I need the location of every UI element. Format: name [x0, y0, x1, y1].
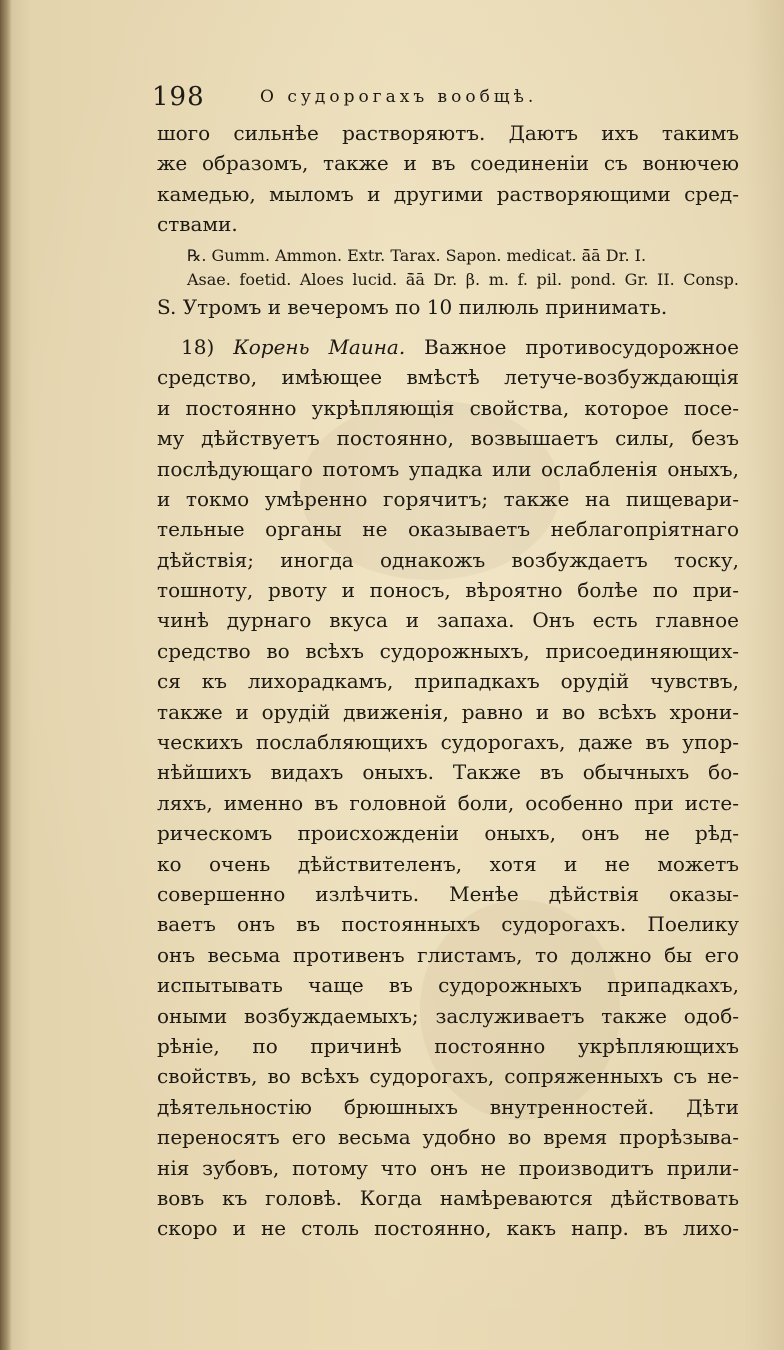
page-gutter-shadow [0, 0, 12, 1350]
text-line: нѣйшихъ видахъ оныхъ. Также въ обычныхъ бо- [157, 760, 739, 785]
page-body-text [157, 118, 739, 1244]
text-line: совершенно излѣчить. Менѣе дѣйствія оказы- [157, 881, 739, 906]
text-line: тельные органы не оказываетъ неблагопріятнаго [157, 517, 739, 542]
text-line: шого сильнѣе растворяютъ. Даютъ ихъ такимъ [157, 121, 739, 145]
text-line: чинѣ дурнаго вкуса и запаха. Онъ есть главное [157, 608, 739, 633]
paragraph-first-line-text: Важное противосудорожное [424, 334, 740, 359]
text-line: испытывать чаще въ судорожныхъ припадкахъ, [157, 973, 739, 998]
text-line: нія зубовъ, потому что онъ не производитъ прили- [157, 1155, 739, 1180]
paragraph-number: 18) [181, 334, 215, 359]
text-line: и токмо умѣренно горячитъ; также на пищевари- [157, 486, 739, 511]
text-line: тошноту, рвоту и поносъ, вѣроятно болѣе по при- [157, 578, 739, 603]
text-line: дѣйствія; иногда однакожъ возбуждаетъ тоску, [157, 547, 739, 572]
running-title: О судорогахъ вообщѣ. [260, 87, 538, 107]
prescription-line: ℞. Gumm. Ammon. Extr. Tarax. Sapon. medicat. ā̄ā Dr. I. [187, 245, 647, 265]
page-header [152, 80, 622, 114]
text-line: послѣдующаго потомъ упадка или ослабленія оныхъ, [157, 456, 739, 481]
text-line: и постоянно укрѣпляющія свойства, которое посе- [157, 395, 739, 420]
page-number: 198 [152, 82, 205, 112]
prescription-signa: S. Утромъ и вечеромъ по 10 пилюль принимать. [157, 294, 668, 319]
text-line: ко очень дѣйствителенъ, хотя и не можетъ [157, 851, 739, 876]
prescription-line: Asae. foetid. Aloes lucid. ā̄ā Dr. β. m. f. pil. pond. Gr. II. Consp. [187, 269, 739, 289]
text-line: онъ весьма противенъ глистамъ, то должно бы его [157, 942, 739, 967]
text-line: скоро и не столь постоянно, какъ напр. въ лихо- [157, 1216, 739, 1241]
text-line: ствами. [157, 212, 238, 237]
text-line: средство, имѣющее вмѣстѣ летуче-возбуждающія [157, 365, 739, 390]
text-line: оными возбуждаемыхъ; заслуживаетъ также одоб- [157, 1003, 739, 1028]
text-line: свойствъ, во всѣхъ судорогахъ, сопряженныхъ съ не- [157, 1064, 739, 1089]
text-line: ся къ лихорадкамъ, припадкахъ орудій чувствъ, [157, 669, 739, 694]
text-line: переносятъ его весьма удобно во время прорѣзыва- [157, 1125, 739, 1150]
text-line: также и орудій движенія, равно и во всѣхъ хрони- [157, 699, 739, 724]
text-line: средство во всѣхъ судорожныхъ, присоединяющих- [157, 638, 739, 663]
text-line: ваетъ онъ въ постоянныхъ судорогахъ. Поелику [157, 912, 739, 937]
text-line: дѣятельностію брюшныхъ внутренностей. Дѣти [157, 1094, 739, 1119]
text-line: рѣніе, по причинѣ постоянно укрѣпляющихъ [157, 1033, 739, 1058]
text-line: ляхъ, именно въ головной боли, особенно при исте- [157, 790, 739, 815]
text-line: вовъ къ головѣ. Когда намѣреваются дѣйствовать [157, 1185, 739, 1210]
text-line: ческихъ послабляющихъ судорогахъ, даже въ упор- [157, 730, 739, 755]
text-line: му дѣйствуетъ постоянно, возвышаетъ силы, безъ [157, 426, 739, 451]
paragraph-title: Корень Маuна. [233, 334, 406, 359]
paragraph-18-heading-line [157, 332, 739, 362]
text-line: же образомъ, также и въ соединеніи съ вонючею [157, 151, 739, 176]
text-line: рическомъ происхожденіи оныхъ, онъ не рѣд- [157, 821, 739, 846]
text-line: камедью, мыломъ и другими растворяющими сред- [157, 181, 739, 206]
